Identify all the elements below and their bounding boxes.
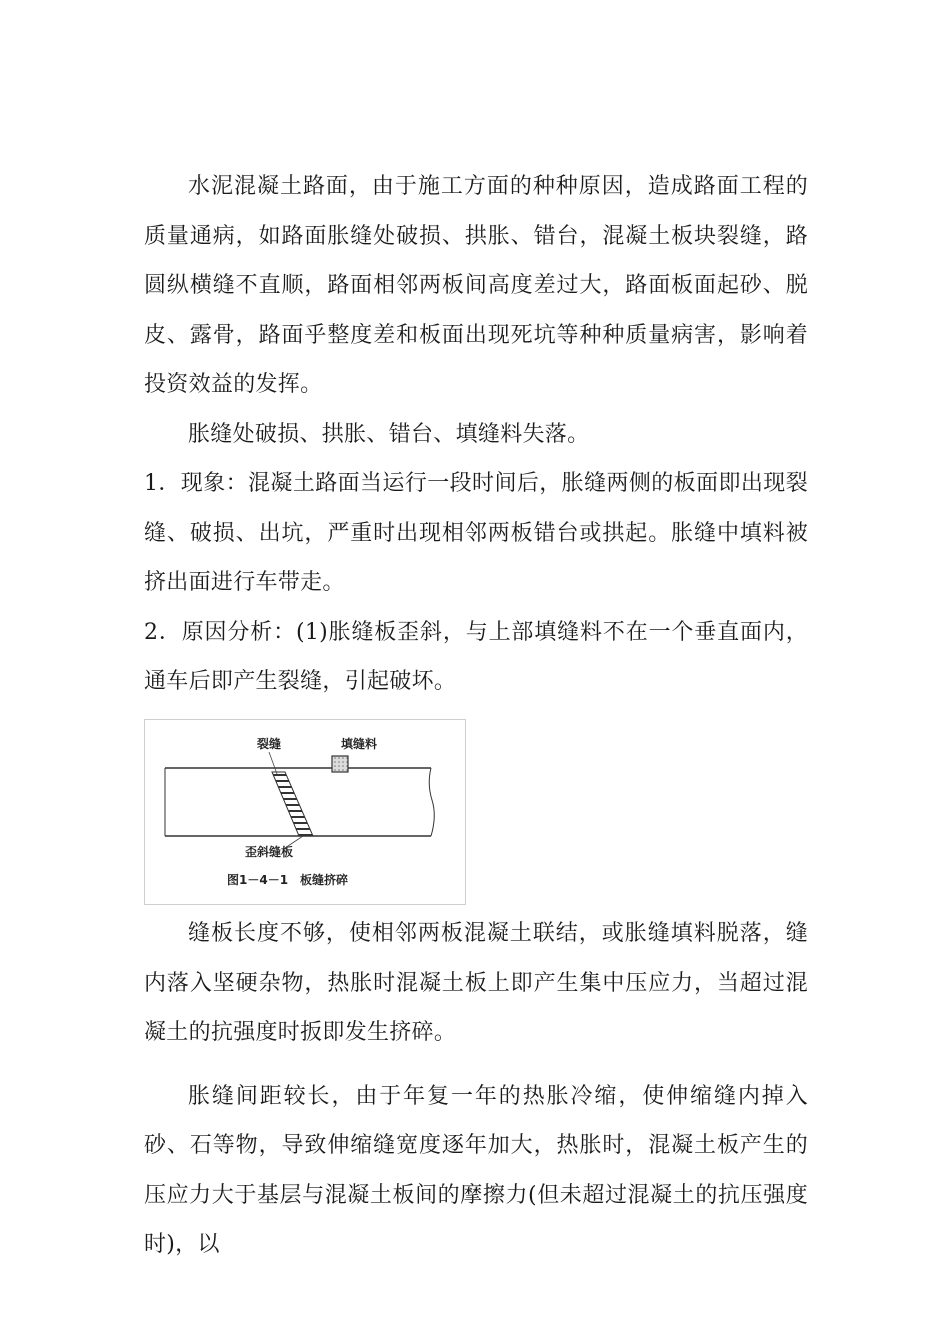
label-slanted-board: 歪斜缝板 [245, 845, 294, 859]
figure-diagram [145, 720, 467, 906]
figure-board-crush [144, 719, 466, 905]
paragraph-joint-spacing: 胀缝间距较长，由于年复一年的热胀冷缩，使伸缩缝内掉入砂、石等物，导致伸缩缝宽度逐年加大，热胀时，混凝土板产生的压应力大于基层与混凝土板间的摩擦力(但未超过混凝土的抗压强度时)，以 [144, 1083, 808, 1257]
label-crack: 裂缝 [257, 737, 282, 751]
text-block-top [144, 162, 808, 707]
figure-caption: 图1－4－1 板缝挤碎 [227, 873, 349, 887]
paragraph-phenomenon: 1．现象：混凝土路面当运行一段时间后，胀缝两侧的板面即出现裂缝、破损、出坑，严重时出现相邻两板错台或拱起。胀缝中填料被挤出面进行车带走。 [144, 471, 808, 595]
label-filler: 填缝料 [341, 737, 378, 751]
paragraph-board-length: 缝板长度不够，使相邻两板混凝土联结，或胀缝填料脱落，缝内落入坚硬杂物，热胀时混凝土板上即产生集中压应力，当超过混凝土的抗强度时扳即发生挤碎。 [144, 921, 808, 1045]
slanted-board [272, 772, 313, 836]
paragraph-intro: 水泥混凝土路面，由于施工方面的种种原因，造成路面工程的质量通病，如路面胀缝处破损、拱胀、错台，混凝土板块裂缝，路圆纵横缝不直顺，路面相邻两板间高度差过大，路面板面起砂、脱皮、露骨，路面乎整度差和板面出现死坑等种种质量病害，影响着投资效益的发挥。 [144, 174, 808, 397]
paragraph-cause: 2．原因分析：(1)胀缝板歪斜，与上部填缝料不在一个垂直面内，通车后即产生裂缝，引起破坏。 [144, 619, 808, 694]
text-block-bottom [144, 909, 808, 1270]
filler-block [332, 756, 348, 772]
leader-crack [269, 752, 277, 774]
slab-right-break [429, 768, 434, 836]
paragraph-heading: 胀缝处破损、拱胀、错台、填缝料失落。 [188, 421, 590, 447]
